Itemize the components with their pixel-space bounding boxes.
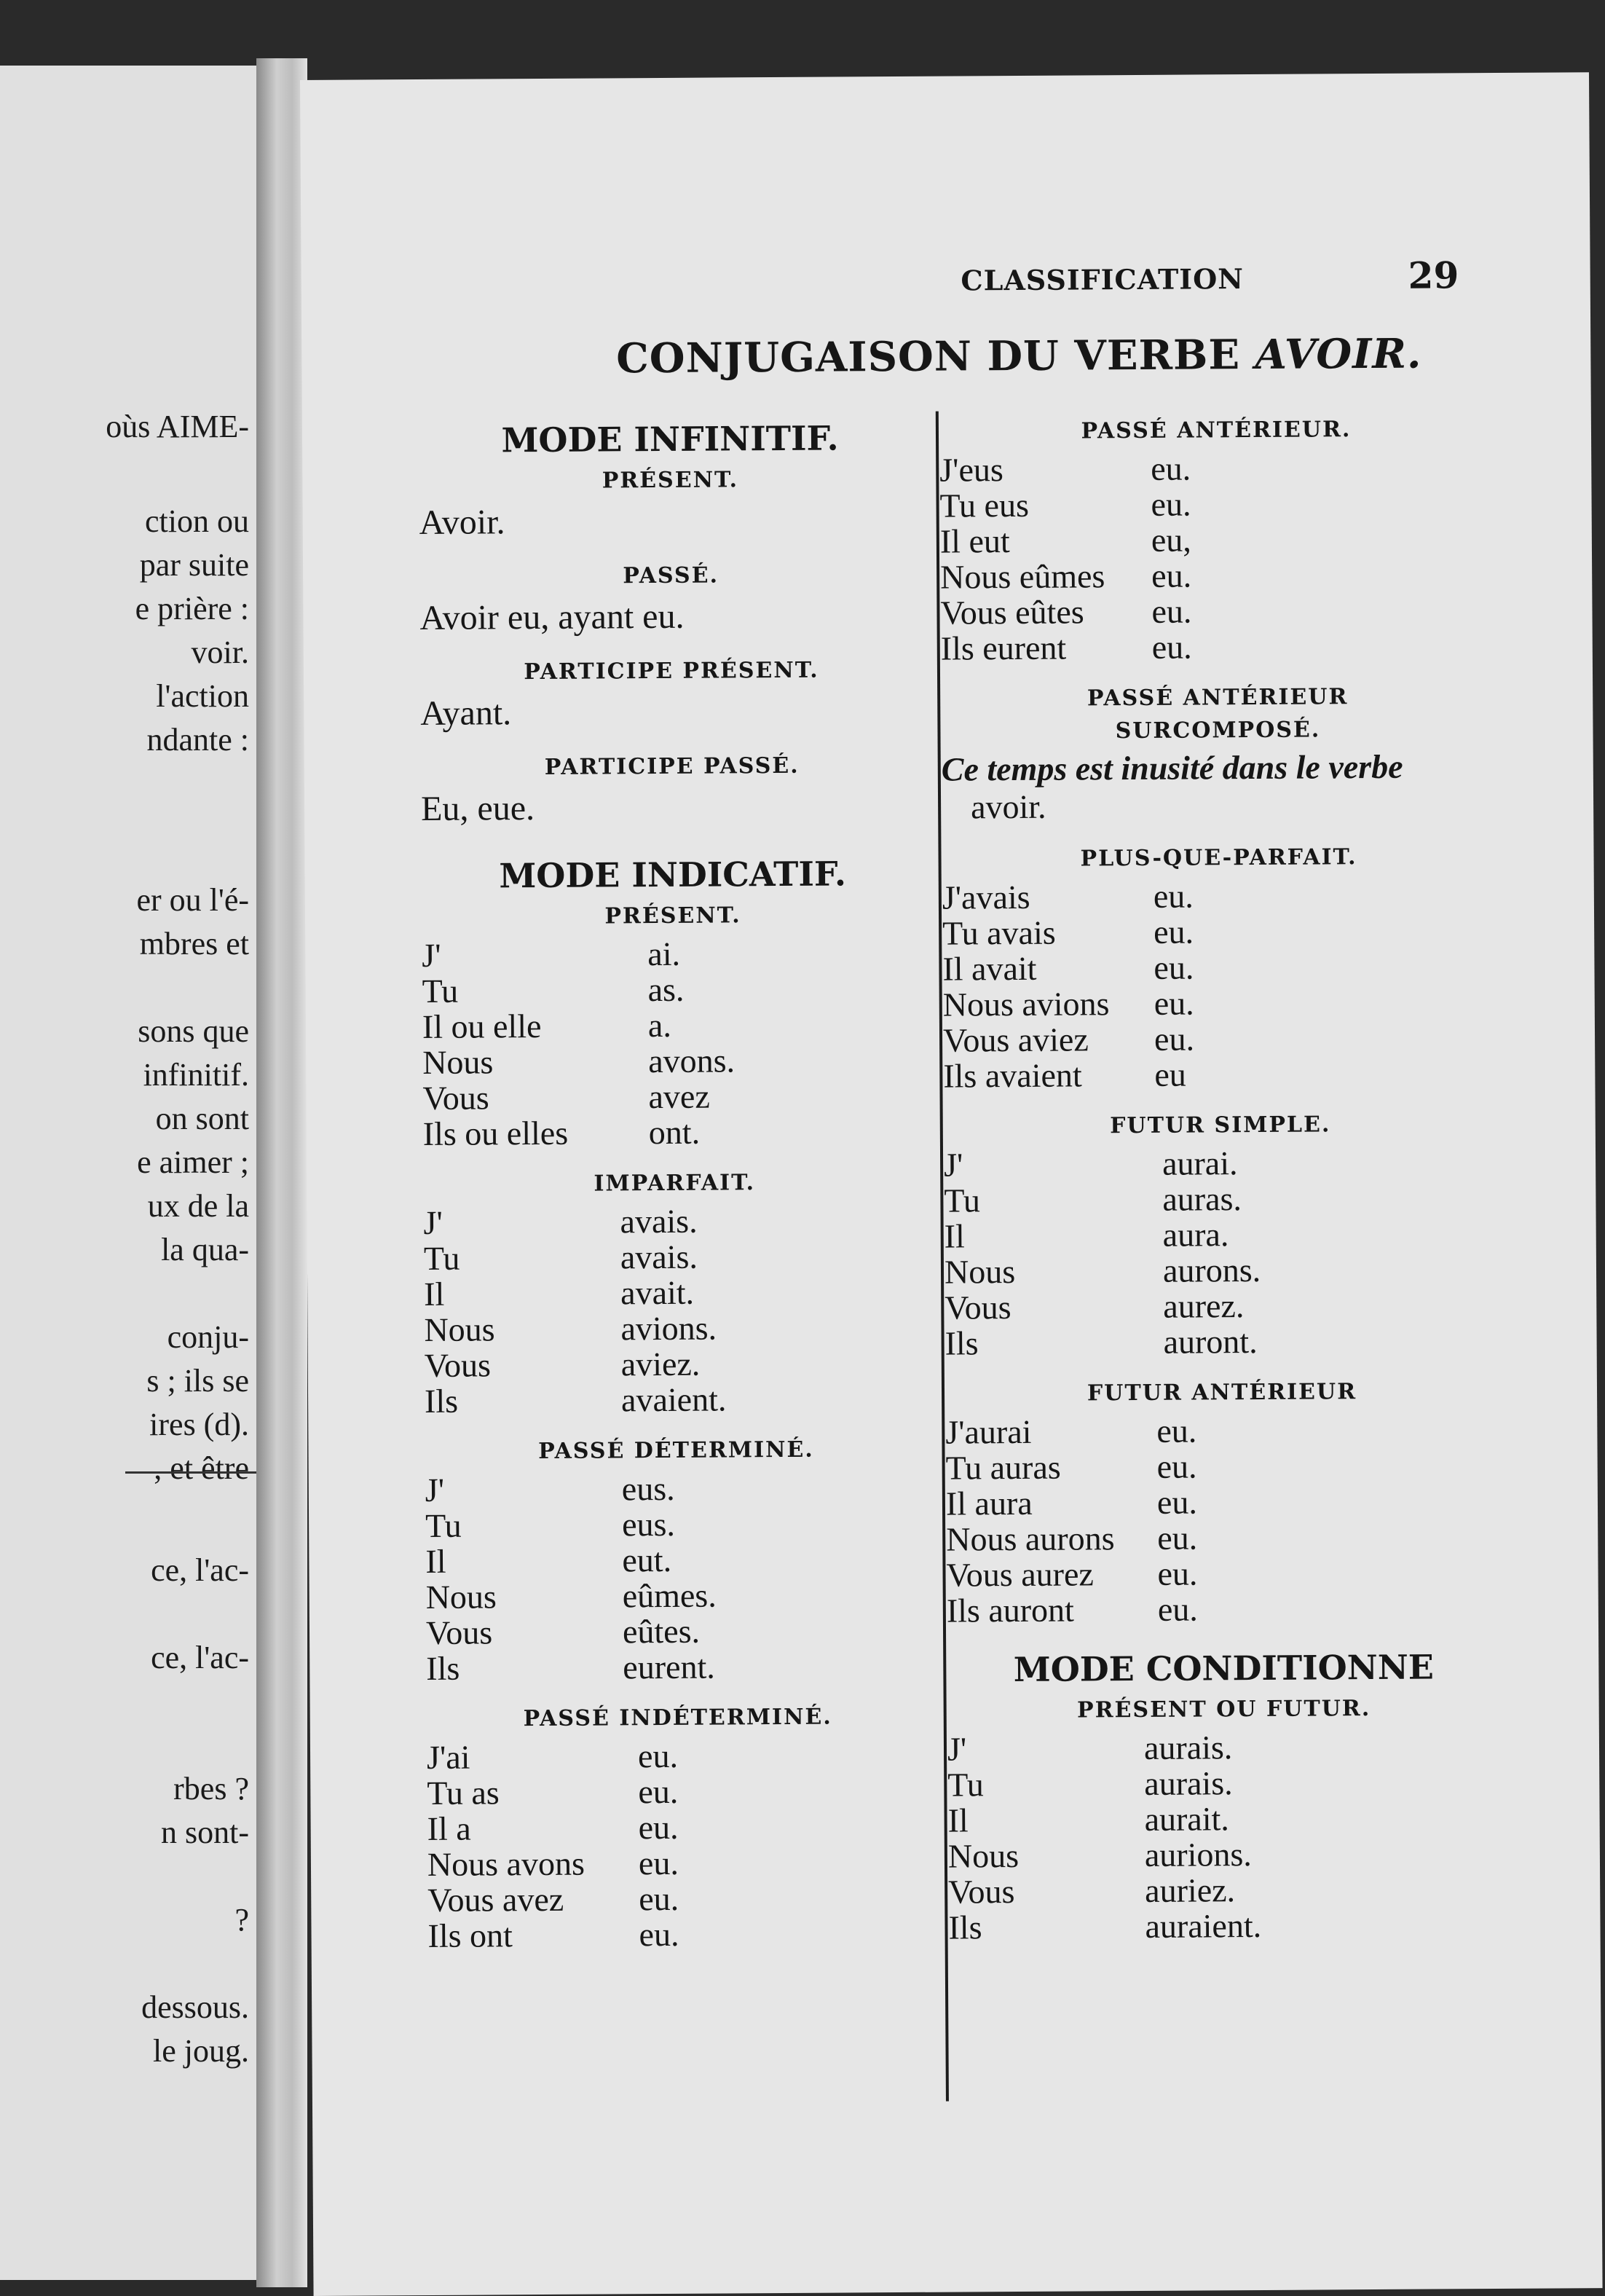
pronoun: Tu auras <box>945 1448 1061 1487</box>
infinitif-passe-heading: PASSÉ. <box>623 562 719 589</box>
page <box>300 72 1603 2296</box>
pronoun: Ils auront <box>946 1591 1075 1629</box>
verb-form: eu. <box>1151 449 1191 487</box>
conjugation-row <box>948 1835 1502 1874</box>
verb-form: avaient. <box>620 1380 727 1419</box>
pronoun: Vous <box>945 1289 1011 1326</box>
verb-form: eûtes. <box>622 1612 701 1651</box>
pronoun: Ils <box>948 1908 982 1946</box>
verb-form: eu. <box>1151 557 1192 594</box>
mode-indicatif-heading: MODE INDICATIF. <box>499 854 847 896</box>
verb-form: aurions. <box>1144 1836 1252 1874</box>
infinitif-passe: Avoir eu, ayant eu. <box>419 597 685 638</box>
pronoun: Il <box>424 1275 445 1313</box>
left-page-fragment: rbes ? <box>173 1771 249 1806</box>
pronoun: J'aurai <box>945 1412 1032 1451</box>
pronoun: Vous avez <box>427 1880 564 1919</box>
left-page-fragment: sons que <box>138 1013 249 1049</box>
pronoun: J' <box>422 936 441 974</box>
conjugation-row <box>426 1648 928 1686</box>
left-page-fragment: ce, l'ac- <box>151 1640 249 1675</box>
conjugation-row <box>422 1077 925 1116</box>
left-page-fragment: ction ou <box>145 503 249 539</box>
pronoun: Nous <box>944 1253 1016 1291</box>
conjugation-row <box>947 1764 1501 1803</box>
conjugation-row <box>422 1042 925 1080</box>
conjugation-row <box>945 1251 1498 1290</box>
facing-left-page <box>0 66 256 2280</box>
verb-form: eu. <box>638 1808 679 1847</box>
conjugation-row <box>946 1554 1499 1593</box>
conjugation-row <box>944 1179 1497 1219</box>
conjugation-row <box>427 1915 930 1954</box>
pronoun: Il <box>947 1801 969 1839</box>
conjugation-row <box>948 1871 1502 1910</box>
conjugation-row <box>425 1469 928 1508</box>
verb-form: eu. <box>1151 628 1192 666</box>
pronoun: Vous <box>948 1873 1015 1911</box>
conjugation-row <box>422 935 924 973</box>
mode-infinitif-heading: MODE INFINITIF. <box>501 418 839 460</box>
pronoun: J' <box>943 1146 963 1184</box>
conjugation-row <box>945 1215 1498 1254</box>
verb-form: aura. <box>1162 1216 1229 1254</box>
pronoun: J'avais <box>942 878 1030 916</box>
participe-passe-heading: PARTICIPE PASSÉ. <box>544 752 800 780</box>
verb-form: eu. <box>638 1772 679 1811</box>
left-page-fragment: conju- <box>167 1319 249 1355</box>
pronoun: Tu <box>947 1766 984 1804</box>
pronoun: Nous <box>422 1043 494 1081</box>
conjugation-row <box>424 1273 926 1312</box>
pronoun: Il <box>944 1217 965 1255</box>
verb-form: eus. <box>621 1505 676 1544</box>
pronoun: Nous aurons <box>946 1519 1115 1558</box>
conjugation-row <box>426 1576 928 1615</box>
left-page-fragment: ires (d). <box>149 1407 249 1442</box>
futur-anterieur-table <box>945 1411 1500 1629</box>
pronoun: Tu as <box>427 1774 500 1812</box>
pronoun: Tu <box>425 1506 462 1544</box>
left-page-fragment: er ou l'é- <box>136 882 249 918</box>
conjugation-row <box>427 1844 930 1882</box>
surcompose-note: Ce temps est inusité dans le verbe <box>941 747 1403 788</box>
left-page-fragment: , et être <box>154 1450 249 1486</box>
passe-determine-table <box>425 1469 929 1686</box>
verb-form: eu. <box>1157 1519 1198 1557</box>
left-page-fragment: ? <box>234 1902 249 1938</box>
indicatif-present-heading: PRÉSENT. <box>604 903 741 929</box>
title-prefix: CONJUGAISON DU VERBE <box>616 330 1255 383</box>
verb-form: eu, <box>1151 521 1191 559</box>
left-page-fragment: le joug. <box>153 2033 249 2069</box>
conjugation-row <box>425 1345 927 1383</box>
left-page-fragment: par suite <box>139 547 249 583</box>
verb-form: eûmes. <box>622 1576 717 1615</box>
futur-simple-heading: FUTUR SIMPLE. <box>1110 1112 1331 1139</box>
conjugation-row <box>940 591 1494 631</box>
pronoun: J'eus <box>939 451 1003 489</box>
pronoun: Tu eus <box>939 486 1030 524</box>
conjugation-row <box>942 948 1496 987</box>
verb-form: eurent. <box>623 1648 715 1686</box>
conjugation-row <box>944 1144 1497 1183</box>
left-page-rule <box>125 1471 256 1474</box>
verb-form: aurez. <box>1163 1287 1245 1325</box>
pronoun: Ils avaient <box>943 1056 1082 1095</box>
indicatif-present-table <box>422 935 926 1152</box>
verb-form: eu. <box>1157 1590 1198 1628</box>
passe-indetermine-heading: PASSÉ INDÉTERMINÉ. <box>523 1704 832 1732</box>
verb-form: as. <box>647 970 685 1009</box>
left-page-fragment: la qua- <box>161 1232 249 1267</box>
verb-form: auront. <box>1163 1323 1258 1361</box>
left-page-fragment: l'action <box>156 678 249 714</box>
infinitif-present-heading: PRÉSENT. <box>602 467 739 494</box>
left-page-fragment: oùs AIME- <box>106 409 249 444</box>
conjugation-row <box>946 1482 1499 1522</box>
pronoun: Il aura <box>945 1484 1033 1522</box>
verb-form: eu. <box>1156 1483 1198 1521</box>
conjugation-row <box>427 1737 929 1775</box>
conjugation-row <box>423 1113 926 1152</box>
verb-form: eu. <box>637 1737 679 1775</box>
left-page-fragment: infinitif. <box>143 1057 249 1093</box>
pronoun: Il avait <box>942 949 1037 988</box>
verb-form: aurai. <box>1162 1144 1238 1182</box>
pronoun: Il eut <box>939 522 1010 560</box>
pronoun: Tu avais <box>942 913 1056 952</box>
verb-form: eu <box>1154 1055 1186 1093</box>
passe-anterieur-table <box>939 449 1494 667</box>
conjugation-row <box>943 1055 1496 1094</box>
verb-form: auras. <box>1162 1180 1242 1218</box>
verb-form: eu. <box>1154 1020 1195 1058</box>
pronoun: J' <box>947 1730 967 1768</box>
passe-anterieur-heading: PASSÉ ANTÉRIEUR. <box>1081 417 1352 444</box>
conjugation-row <box>427 1879 930 1918</box>
left-column <box>419 408 931 1954</box>
pronoun: Il ou elle <box>422 1007 542 1045</box>
conjugation-row <box>940 556 1494 595</box>
pronoun: Ils <box>945 1324 979 1362</box>
conjugation-row <box>947 1728 1501 1767</box>
pronoun: Nous avions <box>942 985 1110 1023</box>
plus-que-parfait-heading: PLUS-QUE-PARFAIT. <box>1080 844 1357 872</box>
verb-form: eu. <box>1156 1412 1197 1450</box>
pronoun: J'ai <box>426 1738 470 1776</box>
left-page-fragment: on sont <box>155 1101 249 1136</box>
futur-simple-table <box>944 1144 1499 1361</box>
verb-form: eu. <box>1153 877 1194 915</box>
conjugation-row <box>946 1518 1499 1557</box>
verb-form: aurons. <box>1162 1251 1261 1289</box>
pronoun: Ils ont <box>427 1916 513 1954</box>
verb-form: aurais. <box>1143 1729 1233 1766</box>
pronoun: Vous eûtes <box>940 593 1084 632</box>
verb-form: auraient. <box>1145 1906 1262 1945</box>
conjugation-row <box>939 449 1493 488</box>
pronoun: Nous avons <box>427 1844 585 1883</box>
left-page-fragment: ux de la <box>147 1188 249 1224</box>
conjugation-row <box>424 1238 926 1276</box>
verb-form: eu. <box>1154 913 1194 951</box>
pronoun: J' <box>423 1203 443 1241</box>
conjugation-row <box>940 520 1494 559</box>
pronoun: Ils ou elles <box>422 1114 569 1152</box>
conjugation-row <box>942 912 1496 951</box>
verb-form: aurait. <box>1144 1800 1229 1838</box>
pronoun: Il <box>425 1542 446 1580</box>
left-page-fragment: e aimer ; <box>137 1144 249 1180</box>
conjugation-row <box>427 1808 930 1847</box>
left-page-fragment: n sont- <box>161 1815 249 1850</box>
mode-conditionnel-heading: MODE CONDITIONNE <box>1013 1647 1435 1690</box>
conjugation-row <box>941 627 1494 667</box>
left-page-fragment: ndante : <box>146 722 249 758</box>
conditionnel-present-table <box>947 1728 1502 1946</box>
passe-anterieur-surcompose-subheading: SURCOMPOSÉ. <box>1115 717 1321 744</box>
verb-form: eu. <box>639 1879 679 1918</box>
plus-que-parfait-table <box>942 876 1497 1094</box>
futur-anterieur-heading: FUTUR ANTÉRIEUR <box>1087 1379 1357 1407</box>
page-title <box>564 329 1474 383</box>
verb-form: aviez. <box>620 1345 701 1383</box>
left-page-fragment: mbres et <box>139 926 249 962</box>
pronoun: Ils <box>424 1382 459 1420</box>
conjugation-row <box>425 1505 928 1544</box>
verb-form: eu. <box>638 1844 679 1882</box>
pronoun: Ils <box>426 1649 460 1687</box>
verb-form: eu. <box>1151 485 1191 523</box>
pronoun: Tu <box>423 1239 460 1277</box>
verb-form: eut. <box>622 1541 672 1579</box>
indicatif-imparfait-heading: IMPARFAIT. <box>594 1170 756 1197</box>
verb-form: avez <box>648 1077 710 1116</box>
pronoun: Nous eûmes <box>940 557 1105 596</box>
left-page-fragment: s ; ils se <box>146 1363 249 1399</box>
conditionnel-present-heading: PRÉSENT OU FUTUR. <box>1077 1696 1371 1723</box>
pronoun: Vous aurez <box>946 1555 1094 1594</box>
participe-present-heading: PARTICIPE PRÉSENT. <box>524 657 819 685</box>
surcompose-note-continued: avoir. <box>970 787 1046 826</box>
right-column <box>939 412 1502 1946</box>
verb-form: avons. <box>648 1042 736 1080</box>
indicatif-imparfait-table <box>423 1202 927 1419</box>
pronoun: J' <box>425 1471 445 1509</box>
verb-form: avais. <box>620 1202 698 1241</box>
title-verb: AVOIR. <box>1255 329 1422 379</box>
verb-form: avions. <box>620 1309 717 1348</box>
verb-form: auriez. <box>1145 1871 1236 1909</box>
conjugation-row <box>945 1411 1499 1450</box>
pronoun: Ils eurent <box>940 629 1067 667</box>
conjugation-row <box>424 1309 926 1348</box>
passe-anterieur-surcompose-heading: PASSÉ ANTÉRIEUR <box>1087 684 1349 712</box>
conjugation-row <box>942 876 1496 916</box>
pronoun: Vous aviez <box>942 1021 1089 1059</box>
pronoun: Tu <box>422 972 459 1010</box>
left-page-fragment: dessous. <box>141 1989 249 2025</box>
conjugation-row <box>425 1380 927 1419</box>
conjugation-row <box>939 484 1493 524</box>
verb-form: eus. <box>621 1469 675 1508</box>
conjugation-row <box>427 1772 929 1811</box>
pronoun: Tu <box>944 1182 981 1219</box>
conjugation-row <box>947 1799 1501 1839</box>
conjugation-row <box>943 983 1496 1023</box>
conjugation-row <box>948 1906 1502 1946</box>
conjugation-row <box>943 1019 1496 1058</box>
conjugation-row <box>946 1447 1499 1486</box>
verb-form: a. <box>647 1006 672 1045</box>
passe-determine-heading: PASSÉ DÉTERMINÉ. <box>538 1436 814 1465</box>
page-number: 29 <box>1408 253 1459 297</box>
pronoun: Vous <box>424 1346 492 1384</box>
verb-form: aurais. <box>1144 1764 1233 1802</box>
running-head: CLASSIFICATION <box>961 262 1245 297</box>
left-page-fragment: voir. <box>191 634 249 670</box>
pronoun: Vous <box>422 1079 489 1117</box>
book-gutter <box>256 58 307 2287</box>
conjugation-row <box>423 1202 926 1241</box>
pronoun: Nous <box>425 1578 497 1616</box>
conjugation-row <box>945 1286 1498 1326</box>
conjugation-row <box>422 970 924 1009</box>
pronoun: Nous <box>424 1310 495 1348</box>
verb-form: avais. <box>620 1238 698 1276</box>
conjugation-row <box>425 1541 928 1579</box>
verb-form: eu. <box>1154 948 1194 986</box>
verb-form: avait. <box>620 1273 695 1312</box>
left-page-fragment: e prière : <box>135 591 249 626</box>
left-page-fragment: ce, l'ac- <box>151 1552 249 1588</box>
verb-form: ont. <box>648 1113 701 1152</box>
verb-form: eu. <box>1154 984 1194 1022</box>
participe-passe: Eu, eue. <box>420 789 535 829</box>
conjugation-row <box>947 1589 1500 1629</box>
conjugation-row <box>945 1322 1498 1361</box>
pronoun: Il a <box>427 1809 471 1847</box>
verb-form: eu. <box>1156 1447 1197 1485</box>
conjugation-row <box>422 1006 925 1045</box>
pronoun: Nous <box>947 1837 1020 1875</box>
pronoun: Vous <box>425 1613 493 1651</box>
verb-form: eu. <box>639 1915 679 1954</box>
passe-indetermine-table <box>427 1737 931 1954</box>
infinitif-present: Avoir. <box>419 503 505 543</box>
verb-form: eu. <box>1151 592 1192 630</box>
verb-form: eu. <box>1157 1554 1198 1592</box>
verb-form: ai. <box>647 935 681 973</box>
participe-present: Ayant. <box>420 693 512 734</box>
conjugation-row <box>426 1612 928 1651</box>
